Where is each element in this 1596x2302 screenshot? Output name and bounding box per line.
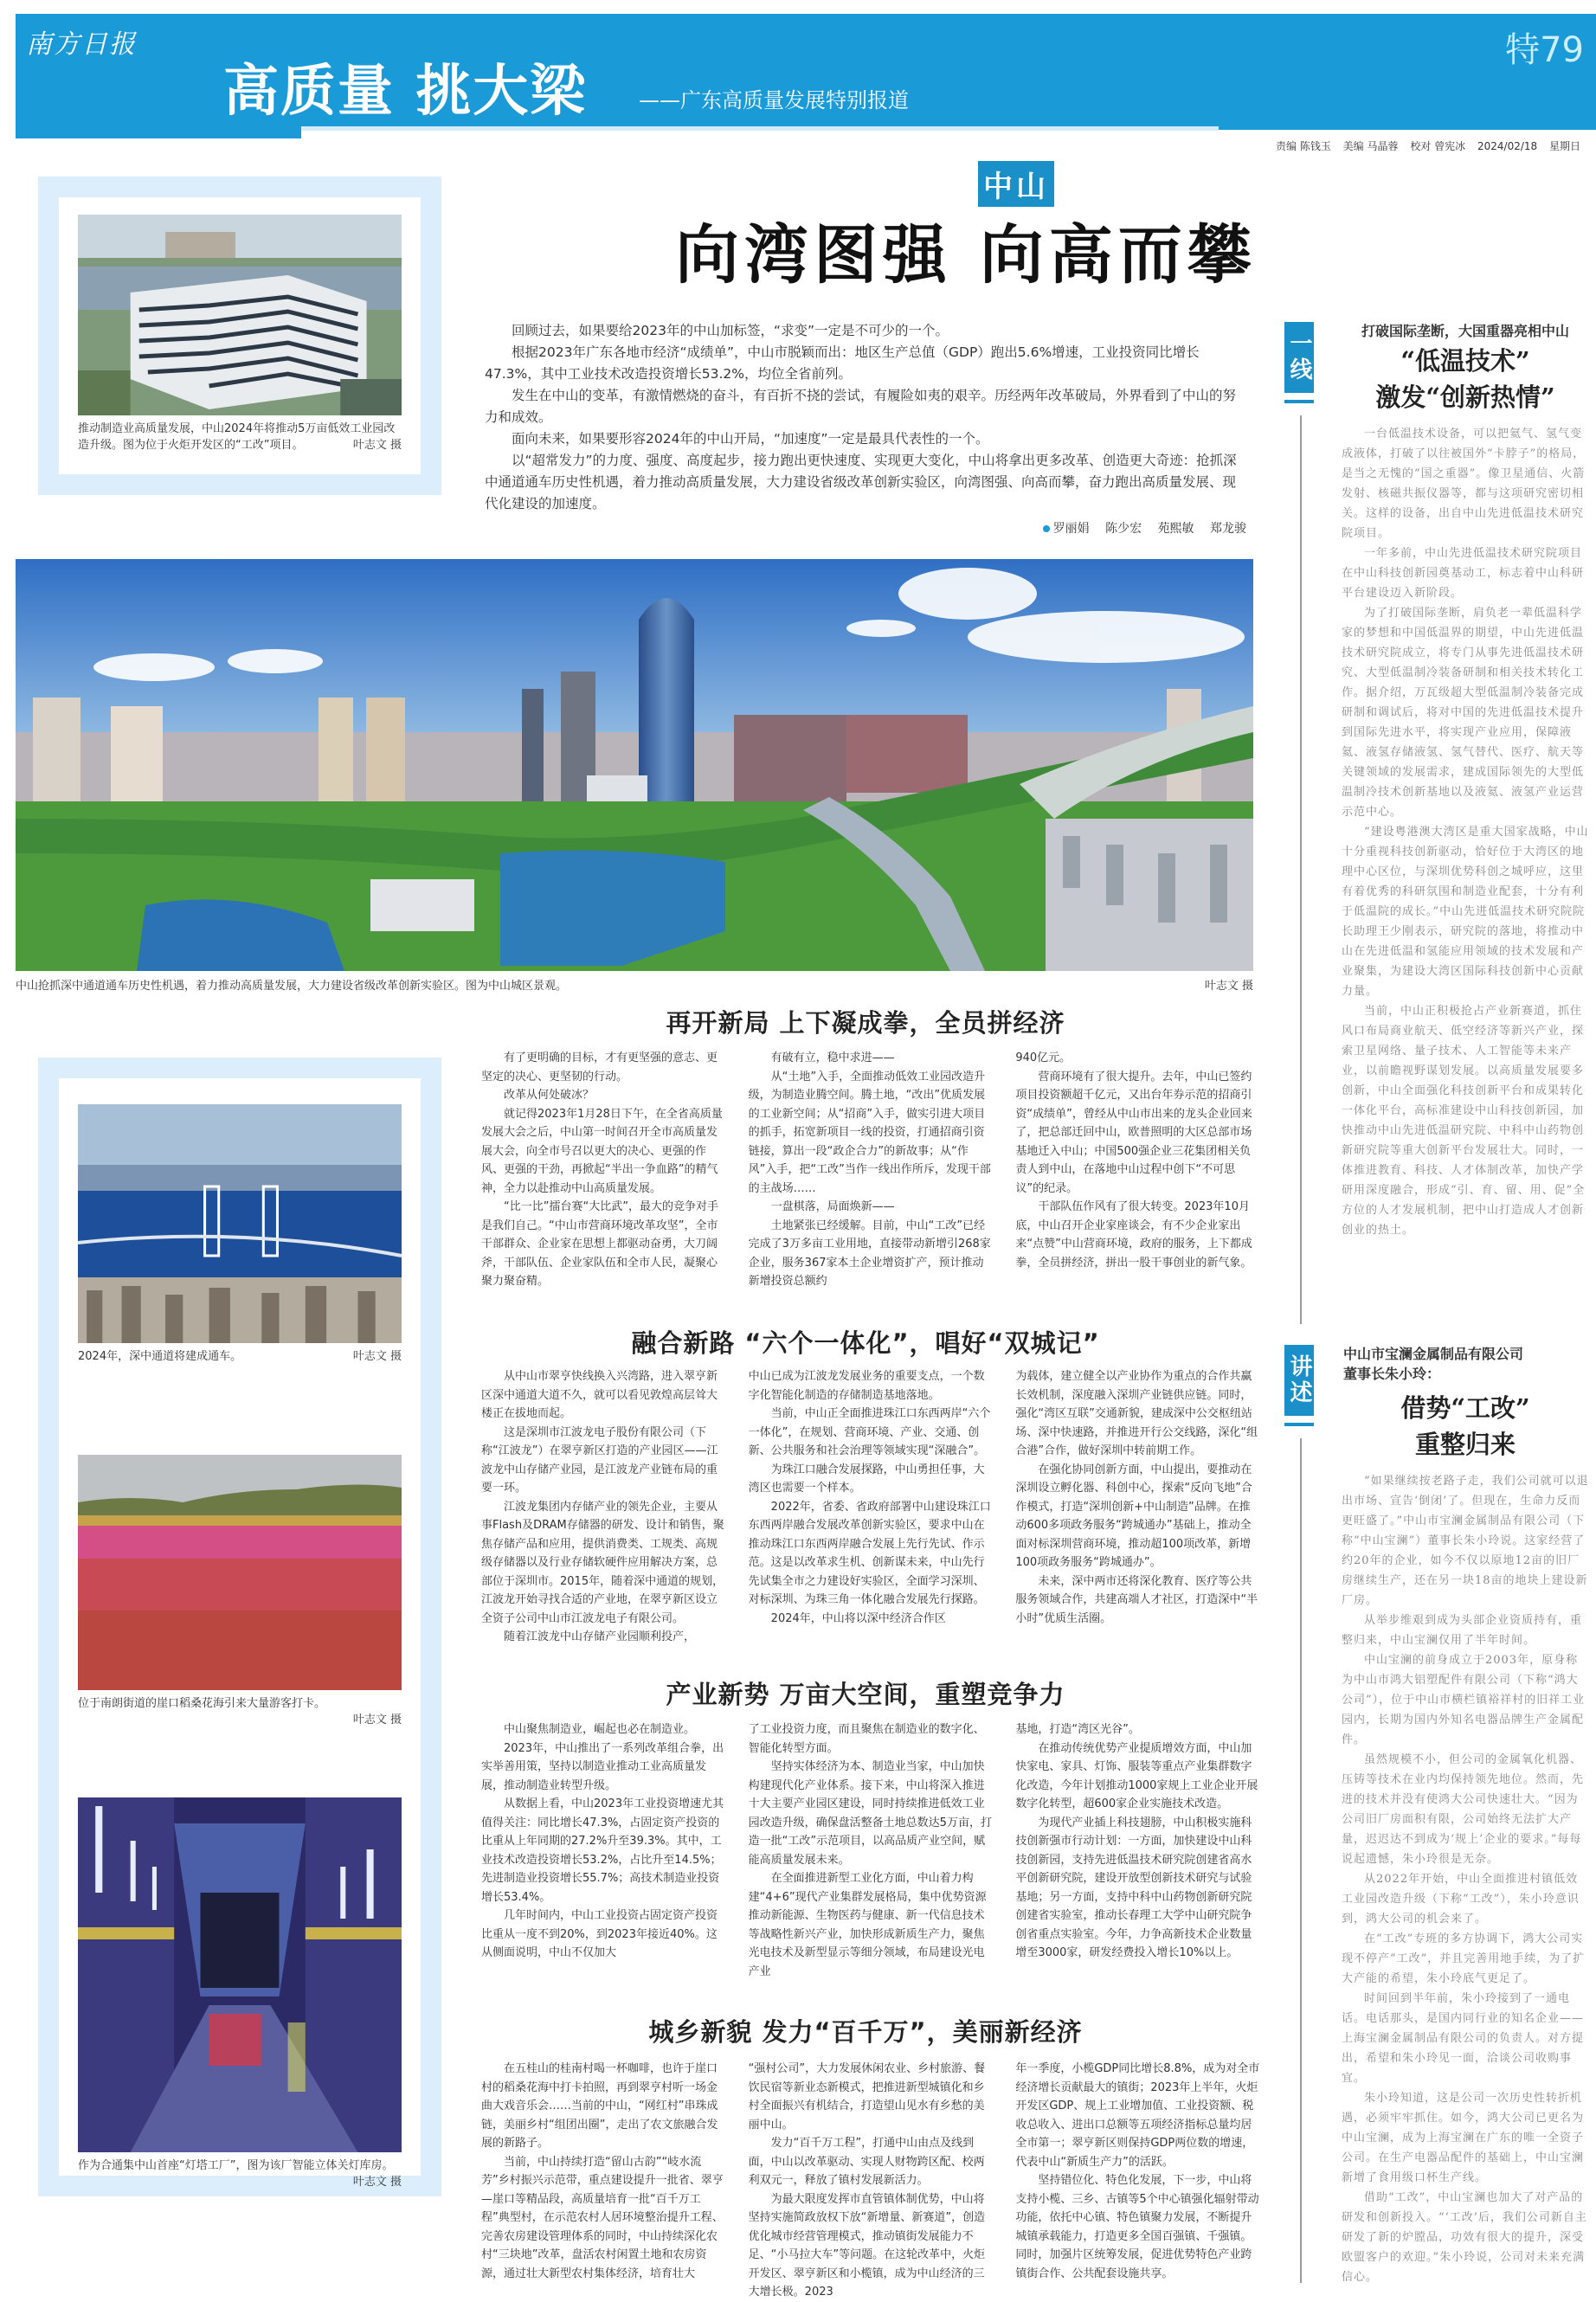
section-body (481, 1720, 1260, 1978)
bylines (1043, 519, 1246, 537)
sidebar-body (1342, 424, 1589, 1321)
sidebar-kicker: 打破国际垄断，大国重器亮相中山 (1361, 323, 1569, 339)
photo-credit: 叶志文 摄 (352, 2176, 402, 2189)
paragraph: 在全面推进新型工业化方面，中山着力构建“4+6”现代产业集群发展格局，集中优势资源推动新能源、生物医药与健康、新一代信息技术等战略性新兴产业，加快形成新质生产力，聚焦光电技术及新型显示等细分领域，布局建设光电产业 (748, 1872, 987, 1978)
paragraph: 随着江波龙中山存储产业园顺利投产， (504, 1630, 696, 1643)
paragraph: 中山已成为江波龙发展业务的重要支点，一个数字化智能化制造的存储制造基地落地。 (748, 1370, 985, 1402)
paragraph: 有破有立，稳中求进—— (770, 1051, 895, 1064)
paragraph: “建设粤港澳大湾区是重大国家战略，中山十分重视科技创新驱动，恰好位于大湾区的地理中心区位，与深圳优势科创之城呼应，这里有着优秀的科研氛围和制造业配套，十分有利于低温院的成长。”中山先进低温技术研究院院长助理王少刚表示，研究院的落地，将推动中山在先进低温和氢能应用领域的技术发展和产业聚集，为建设大湾区国际科技创新中心贡献力量。 (1342, 826, 1589, 998)
photo-lighthouse-factory (78, 1797, 402, 2152)
photo-city-panorama (16, 559, 1253, 971)
sidebar-body (1342, 1471, 1589, 2285)
paragraph: 中山宝澜的前身成立于2003年，原身称为中山市鸿大铝塑配件有限公司（下称“鸿大公司”），位于中山市横栏镇裕祥村的旧祥工业园内，长期为国内外知名电器品牌生产金属配件。 (1342, 1654, 1586, 1746)
section-heading: 产业新势 万亩大空间，重塑竞争力 (666, 1680, 1065, 1709)
sidebar-headline-line: 重整归来 (1414, 1430, 1516, 1459)
paragraph: 就记得2023年1月28日下午，在全省高质量发展大会之后，中山第一时间召开全市高质量发展大会，向全市号召以更大的决心、更强的作风、更强的干劲，再掀起“半出一争血路”的精气神，全力以赴推动中山高质量发展。 (481, 1107, 723, 1195)
paragraph: 有了更明确的目标，才有更坚强的意志、更坚定的决心、更坚韧的行动。 (481, 1051, 718, 1083)
paragraph: 2022年，省委、省政府部署中山建设珠江口东西两岸融合发展改革创新实验区，要求中山在推动珠江口东西两岸融合发展上先行先试、作示范。这是以改革求生机、创新谋未来，中山先行先试集全市之力建设好实验区，全面学习深圳、对标深圳、为珠三角一体化融合发展先行探路。 (748, 1500, 991, 1606)
byline: 罗丽娟 (1052, 522, 1090, 536)
text-column (748, 1720, 994, 1978)
sidebar-headline (1340, 1390, 1591, 1463)
paragraph: 为载体，建立健全以产业协作为重点的合作共赢长效机制，深度融入深圳产业链供应链。同时，强化“湾区互联”交通新貌，建成深中公交枢纽站场、深中快速路，并推进开行公交线路，深化“组合港”合作，做好深圳中转前期工作。 (1015, 1370, 1258, 1457)
text-column (1015, 1720, 1260, 1971)
issue-weekday: 星期日 (1548, 140, 1580, 152)
paragraph: 中山聚焦制造业，崛起也必在制造业。 (504, 1723, 696, 1736)
sidebar-kicker (1340, 1343, 1591, 1383)
photo-caption: 中山抢抓深中通道通车历史性机遇，着力推动高质量发展，大力建设省级改革创新实验区。图为中山城区景观。 叶志文 摄 (16, 976, 1253, 993)
series-title: 高质量 挑大梁 (223, 60, 588, 124)
sidebar-headline (1340, 343, 1591, 415)
issue-date: 2024/02/18 (1477, 140, 1538, 152)
paragraph: 为珠江口融合发展探路，中山勇担任事，大湾区也需要一个样本。 (748, 1463, 985, 1495)
paragraph: 基地，打造“湾区光谷”。 (1015, 1723, 1140, 1736)
sidebar-tag-narrative: 讲述 (1284, 1345, 1314, 1416)
photo-credit: 叶志文 摄 (352, 439, 402, 452)
paragraph: 为了打破国际垄断，肩负老一辈低温科学家的梦想和中国低温界的期望，中山先进低温技术研究院成立，将专门从事先进低温技术研究、大型低温制冷装备研制和相关技术转化工作。据介绍，万瓦级超大型低温制冷装备完成研制和调试后，将对中国的先进低温技术提升到国际先进水平，将实现产业应用，保障液氦、液氢存储液氢、氢气替代、医疗、航天等关键领域的发展需求，建成国际领先的大型低温制冷技术创新基地以及液氦、液氢产业运营示范中心。 (1342, 607, 1585, 819)
section-body (481, 2060, 1260, 2299)
photo-frame-2 (38, 1058, 441, 2196)
paragraph: 年一季度，小榄GDP同比增长8.8%，成为对全市经济增长贡献最大的镇街；2023年上半年，火炬开发区GDP、规上工业增加值、工业投资额、税收总收入、进出口总额等五项经济指标总量均居全市第一；翠亨新区则保持GDP两位数的增速，代表中山“新质生产力”的活跃。 (1015, 2062, 1260, 2169)
byline: 苑熙敏 (1157, 522, 1194, 536)
lead-paragraph: 根据2023年广东各地市经济“成绩单”，中山市脱颖而出：地区生产总值（GDP）跑出5.6%增速，工业投资同比增长47.3%，其中工业技术改造投资增长53.2%，均位全省前列。 (485, 344, 1200, 382)
text-column (481, 2060, 726, 2288)
lead-paragraph: 发生在中山的变革，有激情燃烧的奋斗，有百折不挠的尝试，有履险如夷的艰辛。历经两年改革破局，外界看到了中山的努力和成效。 (485, 388, 1237, 425)
paragraph: 坚持实体经济为本、制造业当家，中山加快构建现代化产业体系。接下来，中山将深入推进十大主要产业园区建设，同时持续推进低效工业园改造升级，确保盘活整备土地总数达5万亩，打造一批“工改”示范项目，以高品质产业空间，赋能高质量发展未来。 (748, 1760, 992, 1867)
paragraph: 未来，深中两市还将深化教育、医疗等公共服务领域合作，共建高端人才社区，打造深中“半小时”优质生活圈。 (1015, 1574, 1258, 1625)
photo-industrial-park (78, 215, 402, 415)
photo-credit: 叶志文 摄 (1204, 980, 1253, 993)
photo-credit: 叶志文 摄 (352, 1350, 402, 1363)
designer-credit: 美编 马晶蓉 (1342, 140, 1399, 152)
byline: 郑龙骏 (1210, 522, 1246, 536)
byline-dot-icon (1043, 525, 1050, 532)
text-column (1015, 1367, 1260, 1658)
paragraph: 江波龙集团内存储产业的领先企业，主要从事Flash及DRAM存储器的研发、设计和销售，聚焦存储产品和应用，提供消费类、工规类、高规级存储器以及行业存储软硬件应用解决方案，总部位于深圳市。2015年，随着深中通道的规划，江波龙开始寻找合适的产业地，在翠亨新区设立全资子公司中山市江波龙电子有限公司。 (481, 1500, 724, 1625)
paragraph: 时间回到半年前，朱小玲接到了一通电话。电话那头，是国内同行业的知名企业——上海宝澜金属制品有限公司的负责人。对方提出，希望和朱小玲见一面，洽谈公司收购事宜。 (1342, 1992, 1585, 2085)
paragraph: 940亿元。 (1015, 1051, 1072, 1064)
page-number: 特79 (1505, 30, 1584, 70)
paragraph: 营商环境有了很大提升。去年，中山已签约项目投资额超千亿元，又出台年券示范的招商引资“成绩单”，曾经从中山市出来的龙头企业回来了，把总部迁回中山，欧普照明的大区总部市场基地迁入中山；中国500强企业三花集团相关负责人到中山，在落地中山过程中创下“不可思议”的纪录。 (1015, 1070, 1252, 1195)
text-column (481, 1049, 726, 1303)
paragraph: 为现代产业插上科技翅膀，中山积极实施科技创新强市行动计划：一方面，加快建设中山科技创新园，支持先进低温技术研究院创建省高水平创新研究院，建设开放型创新技术研究与试验基地；另一方面，支持中科中山药物创新研究院创建省实验室，推动长春理工大学中山研究院争创省重点实验室。今年，力争高新技术企业数量增至3000家，研发经费投入增长10%以上。 (1015, 1816, 1252, 1959)
paragraph: 从中山市翠亨快线换入兴湾路，进入翠亨新区深中通道大道不久，就可以看见敦煌高层耸大楼正在拔地而起。 (481, 1370, 718, 1420)
paragraph: 2023年，中山推出了一系列改革组合拳，出实举善用策，坚持以制造业推动工业高质量发展，推动制造业转型升级。 (481, 1741, 724, 1792)
paragraph: 改革从何处破冰？ (504, 1089, 595, 1102)
paragraph: “如果继续按老路子走，我们公司就可以退出市场、宣告‘倒闭’了。但现在，生命力反而更旺盛了。”中山市宝澜金属制品有限公司（下称“中山宝澜”）董事长朱小玲说。这家经营了约20年的企业，如今不仅以原地12亩的旧厂房继续生产，还在另一块18亩的地块上建设新厂房。 (1342, 1475, 1589, 1607)
lead-headline: 向湾图强 向高而攀 (675, 218, 1257, 293)
newspaper-logo: 南方日报 (26, 29, 137, 60)
photo-caption: 2024年，深中通道将建成通车。 叶志文 摄 (78, 1350, 402, 1363)
paragraph: “强村公司”，大力发展休闲农业、乡村旅游、餐饮民宿等新业态新模式，把推进新型城镇化和乡村全面振兴有机结合，打造望山见水有乡愁的美丽中山。 (748, 2062, 986, 2132)
section-heading: 再开新局 上下凝成拳，全员拼经济 (666, 1008, 1065, 1038)
masthead-underline (301, 126, 1219, 131)
paragraph: 从数据上看，中山2023年工业投资增速尤其值得关注：同比增长47.3%，占固定资产投资的比重从上年同期的27.2%升至39.3%。其中，工业技术改造投资增长53.2%，占比升至14.5%；先进制造业投资增长55.7%；高技术制造业投资增长53.4%。 (481, 1797, 724, 1904)
paragraph: 为最大限度发挥市直管镇体制优势，中山将坚持实施简政放权下放“新增量、新赛道”，创造优化城市经营管理模式，推动镇街发展能力不足、“小马拉大车”等问题。在这轮改革中，火炬开发区、翠亨新区和小榄镇，成为中山经济的三大增长极。2023 (748, 2192, 986, 2299)
paragraph: 在“工改”专班的多方协调下，鸿大公司实现不停产“工改”，并且完善用地手续，为了扩大产能的希望，朱小玲底气更足了。 (1342, 1932, 1586, 1985)
photo-caption: 位于南朗街道的崖口稻桑花海引来大量游客打卡。 叶志文 摄 (78, 1697, 402, 1726)
photo-frame-1 (38, 177, 441, 495)
paragraph: 一年多前，中山先进低温技术研究院项目在中山科技创新园奠基动工，标志着中山科研平台建设迈入新阶段。 (1342, 547, 1585, 600)
paragraph: 发力“百千万工程”，打通中山由点及线到面，中山以改革驱动、实现人财物跨区配、校两利双元一，释放了镇村发展新活力。 (748, 2137, 985, 2187)
paragraph: 这是深圳市江波龙电子股份有限公司（下称“江波龙”）在翠亨新区打造的产业园区——江波龙中山存储产业园，是江波龙产业链布局的重要一环。 (481, 1425, 718, 1495)
paragraph: 当前，中山持续打造“留山古韵”“岐水流芳”乡村振兴示范带，重点建设提升一批省、翠亨—崖口等精品段，高质量培育一批“百千万工程”典型村，在示范农村人居环境整治提升工程、完善农房建设管理体系的同时，中山持续深化农村“三块地”改革，盘活农村闲置土地和农房资源，通过壮大新型农村集体经济，培育壮大 (481, 2155, 724, 2280)
photo-caption: 推动制造业高质量发展，中山2024年将推动5万亩低效工业园改造升级。图为位于火炬开发区的“工改”项目。 叶志文 摄 (78, 422, 402, 452)
sidebar-rule (1300, 415, 1302, 1324)
section-body (481, 1367, 1260, 1658)
editor-credit: 责编 陈钱玉 (1276, 140, 1331, 152)
sidebar-kicker-line: 中山市宝澜金属制品有限公司 (1343, 1346, 1524, 1362)
sidebar-headline-line: 借势“工改” (1400, 1393, 1530, 1423)
page-meta (1267, 138, 1580, 153)
paragraph: 一盘棋落，局面焕新—— (770, 1200, 895, 1213)
paragraph: 2024年，中山将以深中经济合作区 (770, 1611, 946, 1625)
paragraph: 从2022年开始，中山全面推进村镇低效工业园改造升级（下称“工改”），朱小玲意识到，鸿大公司的机会来了。 (1342, 1873, 1580, 1926)
sidebar-kicker-line: 董事长朱小玲： (1343, 1366, 1441, 1382)
lead-paragraph: 面向未来，如果要形容2024年的中山开局，“加速度”一定是最具代表性的一个。 (512, 431, 989, 447)
lead-body (485, 320, 1246, 515)
lead-paragraph: 回顾过去，如果要给2023年的中山加标签，“求变”一定是不可少的一个。 (512, 323, 949, 338)
paragraph: “比一比”擂台赛“大比武”，最大的竞争对手是我们自己。“中山市营商环境改革攻坚”，全市干部群众、企业家在思想上都驱动奋勇，大刀阔斧，干部队伍、企业家队伍和全市人民，凝聚心聚力聚奋精。 (481, 1200, 718, 1288)
region-tag: 中山 (978, 161, 1054, 207)
paragraph: 了工业投资力度，而且聚焦在制造业的数字化、智能化转型方面。 (748, 1723, 985, 1755)
sidebar-tag-underline (1284, 1423, 1314, 1426)
paragraph: 从举步维艰到成为头部企业资质持有，重整归来，中山宝澜仅用了半年时间。 (1342, 1614, 1583, 1647)
text-column (749, 1049, 994, 1303)
sidebar-tag-underline (1284, 400, 1314, 403)
sidebar-headline-line: “低温技术” (1400, 346, 1530, 376)
paragraph: 从“土地”入手，全面推动低效工业园改造升级，为制造业腾空间。腾土地，“改出”优质发展的工业新空间；从“招商”入手，做实引进大项目的抓手，拓宽新项目一线的投资，打通招商引资链接，算出一段“政企合力”的新故事；从“作风”入手，把“工改”当作一线出作所斥，发现干部的主战场…… (748, 1070, 991, 1195)
photo-flower-field (78, 1455, 402, 1690)
paragraph: 坚持错位化、特色化发展，下一步，中山将支持小榄、三乡、古镇等5个中心镇强化辐射带动功能，依托中心镇、特色镇聚力发展，不断提升城镇承载能力，打造更多全国百强镇、千强镇。同时，加强片区统筹发展，促进优势特色产业跨镇街合作、公共配套设施共享。 (1015, 2174, 1259, 2280)
masthead (16, 14, 1596, 152)
paragraph: 在推动传统优势产业提质增效方面，中山加快家电、家具、灯饰、服装等重点产业集群数字化改造，今年计划推动1000家规上工业企业开展数字化转型，超600家企业实施技术改造。 (1015, 1741, 1258, 1810)
paragraph: 在五桂山的桂南村喝一杯咖啡，也许于崖口村的稻桑花海中打卡拍照，再到翠亨村听一场金曲大戏音乐会……当前的中山，“网红村”串珠成链，美丽乡村“组团出圈”，走出了农文旅融合发展的新路子。 (481, 2062, 718, 2150)
series-subtitle: ——广东高质量发展特别报道 (639, 88, 909, 113)
paragraph: 干部队伍作风有了很大转变。2023年10月底，中山召开企业家座谈会，有不少企业家出来“点赞”中山营商环境，政府的服务，上下都成拳，全员拼经济，拼出一股干事创业的新气象。 (1015, 1200, 1252, 1270)
text-column (1015, 2060, 1260, 2288)
section-body (481, 1049, 1260, 1303)
lead-paragraph: 以“超常发力”的力度、强度、高度起步，接力跑出更快速度、实现更大变化，中山将拿出更多改革、创造更大奇迹：抢抓深中通道通车历史性机遇，着力推动高质量发展，大力建设省级改革创新实验区，向湾图强、向高而攀，奋力跑出高质量发展、现代化建设的加速度。 (485, 453, 1237, 511)
paragraph: 一台低温技术设备，可以把氦气、氢气变成液体，打破了以往被国外“卡脖子”的格局，是当之无愧的“国之重器”。像卫星通信、火箭发射、核磁共振仪器等，都与这项研究密切相关。这样的设备，出自中山先进低温技术研究院项目。 (1342, 428, 1586, 540)
section-heading: 融合新路 “六个一体化”，唱好“双城记” (631, 1328, 1100, 1358)
paragraph: 借助“工改”，中山宝澜也加大了对产品的研发和创新投入。“‘工改’后，我们公司新自主研发了新的炉膛品，功效有很大的提升，深受欧盟客户的欢迎。”朱小玲说，公司对未来充满信心。 (1342, 2191, 1587, 2284)
photo-shenzhong-bridge (78, 1104, 402, 1343)
paragraph: 土地紧张已经缓解。目前，中山“工改”已经完成了3万多亩工业用地，直接带动新增引268家企业，服务367家本土企业增资扩产，预计推动新增投资总额约 (748, 1219, 991, 1288)
sidebar-headline-line: 激发“创新热情” (1375, 383, 1555, 412)
paragraph: 当前，中山正全面推进珠江口东西两岸“六个一体化”，在规划、营商环境、产业、交通、创新、公共服务和社会治理等领域实现“深融合”。 (748, 1407, 991, 1457)
photo-caption: 作为合通集中山首座“灯塔工厂”，图为该厂智能立体关灯库房。 叶志文 摄 (78, 2159, 402, 2189)
text-column (481, 1367, 726, 1658)
paragraph: 几年时间内，中山工业投资占固定资产投资比重从一度不到20%，到2023年接近40%。这从侧面说明，中山不仅加大 (481, 1909, 718, 1959)
text-column (748, 2060, 994, 2299)
paragraph: 在强化协同创新方面，中山提出，要推动在深圳设立孵化器、科创中心，探索“反向飞地”合作模式，打造“深圳创新+中山制造”品牌。在推动600多项政务服务“跨城通办”基础上，推动全面对标深圳营商环境，推动超100项改革，新增100项政务服务“跨城通办”。 (1015, 1463, 1252, 1569)
paragraph: 当前，中山正积极抢占产业新赛道，抓住风口布局商业航天、低空经济等新兴产业，探索卫星网络、量子技术、人工智能等未来产业，以前瞻视野谋划发展。以高质量发展要多创新，中山全面强化科技创新平台和成果转化一体化平台，高标准建设中山科技创新园，加快推动中山先进低温研究院、中科中山药物创新研究院等重大创新平台发展壮大。同时，一体推进教育、科技、人才体制改革，加快产学研用深度融合，形成“引、育、留、用、促”全方位的人才发展机制，把中山打造成人才创新创业的热土。 (1342, 1005, 1586, 1237)
proofreader-credit: 校对 曾宪冰 (1410, 140, 1466, 152)
text-column (749, 1367, 994, 1658)
paragraph: 虽然规模不小，但公司的金属氧化机器、压铸等技术在业内均保持领先地位。然而，先进的技术并没有使鸿大公司快速壮大。“因为公司旧厂房面积有限，公司始终无法扩大产量，迟迟达不到成为‘规上’企业的要求。”每每说起遗憾，朱小玲很是无奈。 (1342, 1753, 1585, 1866)
sidebar-rule (1300, 1438, 1302, 2283)
sidebar-tag-frontline: 一线 (1284, 322, 1314, 393)
byline: 陈少宏 (1105, 522, 1142, 536)
text-column (481, 1720, 726, 1971)
paragraph: 朱小玲知道，这是公司一次历史性转折机遇，必须牢牢抓住。如今，鸿大公司已更名为中山宝澜，成为上海宝澜在广东的唯一全资子公司。在生产电器品配件的基础上，中山宝澜新增了食用级口杯生产线。 (1342, 2092, 1585, 2184)
section-heading: 城乡新貌 发力“百千万”，美丽新经济 (648, 2017, 1083, 2047)
text-column (1015, 1049, 1260, 1303)
photo-credit: 叶志文 摄 (352, 1714, 402, 1726)
